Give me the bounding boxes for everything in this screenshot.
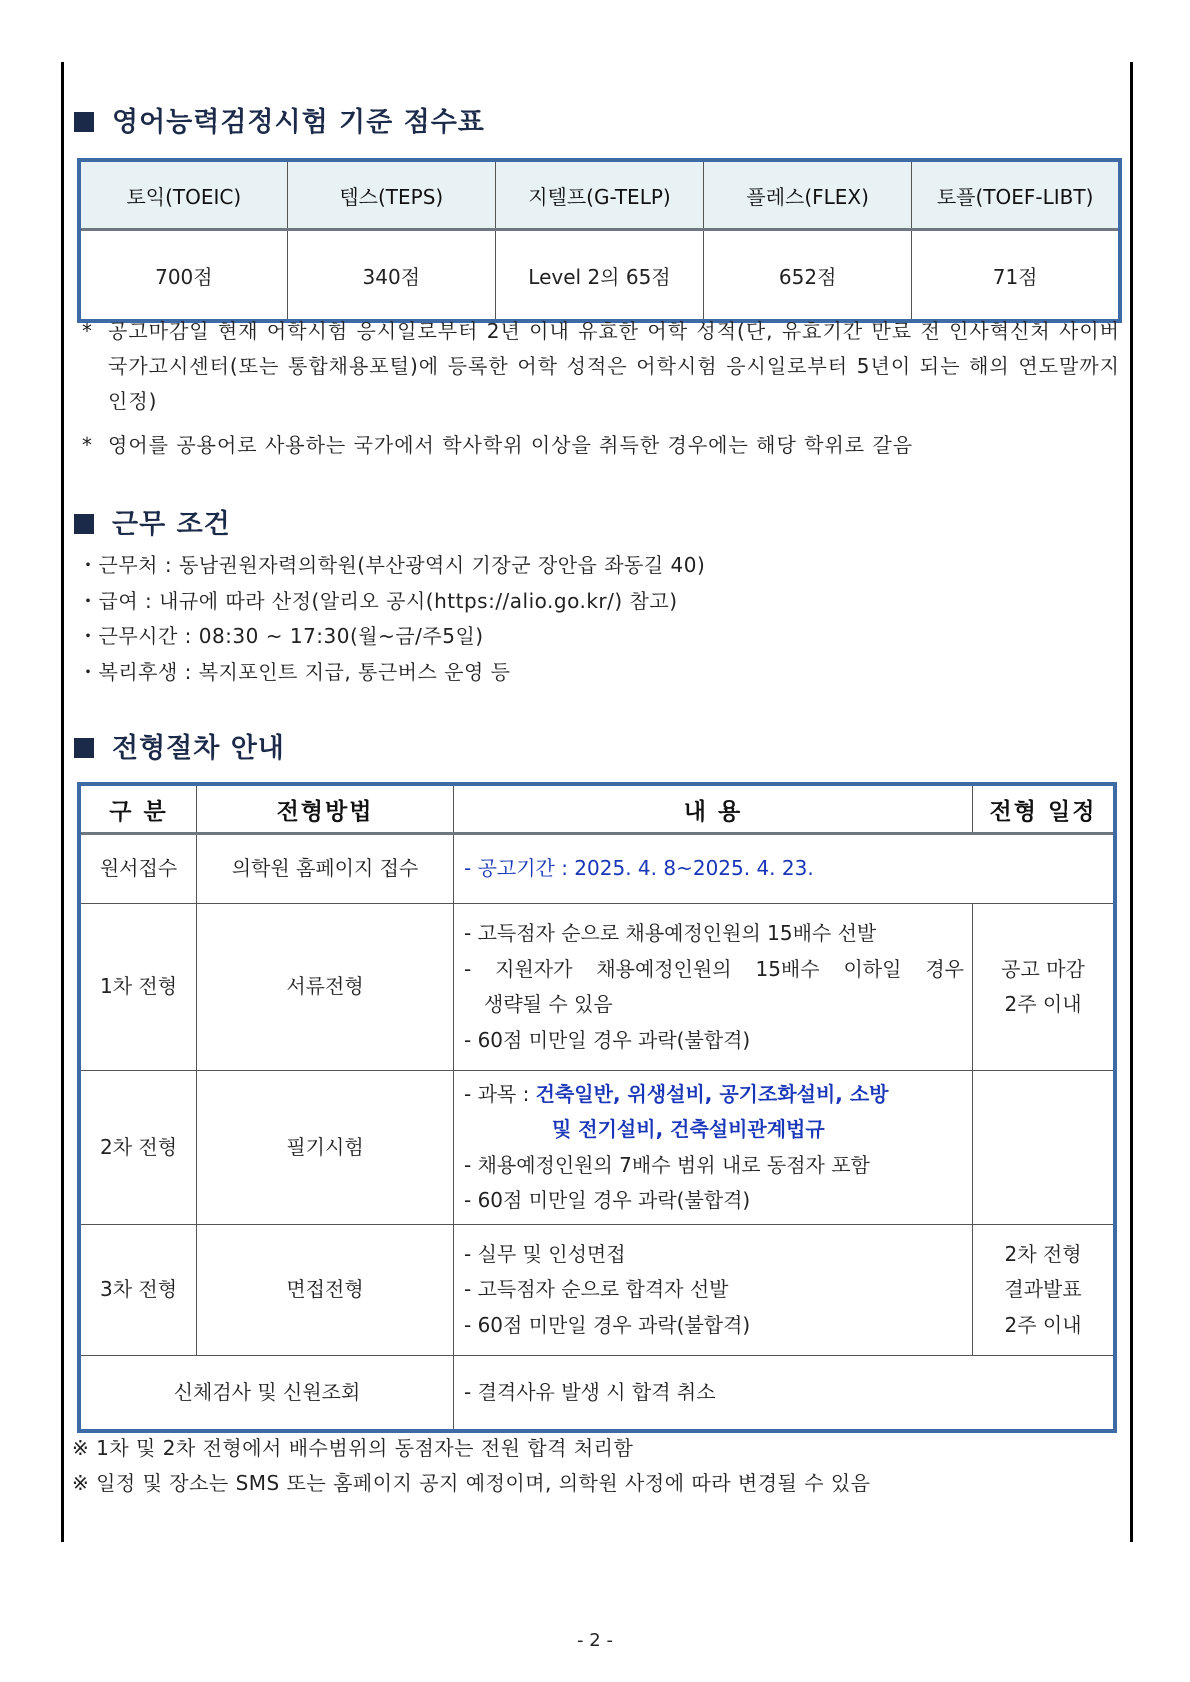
stage-cell: 원서접수 (79, 834, 197, 904)
stage-cell: 1차 전형 (79, 904, 197, 1071)
stage-cell: 2차 전형 (79, 1071, 197, 1225)
header-toefl: 토플(TOEF-LIBT) (912, 160, 1120, 230)
section-title: 근무 조건 (112, 509, 231, 540)
process-row-first-round (79, 904, 1115, 1071)
stage-cell: 신체검사 및 신원조회 (79, 1356, 454, 1431)
footnote-schedule-notice: ※ 일정 및 장소는 SMS 또는 홈페이지 공지 예정이며, 의학원 사정에 따라 변경될 수 있음 (72, 1471, 871, 1495)
score-teps: 340점 (287, 230, 495, 322)
note-validity-text: 공고마감일 현재 어학시험 응시일로부터 2년 이내 유효한 어학 성적(단, 유효기간 만료 전 인사혁신처 사이버국가고시센터(또는 통합채용포털)에 등록한 어학 성적은 어학시험 응시일로부터 5년이 되는 해의 연도말까지 인정) (108, 319, 1120, 413)
score-gtelp: Level 2의 65점 (495, 230, 703, 322)
page-number: - 2 - (577, 1630, 613, 1651)
work-benefits: ・복리후생 : 복지포인트 지급, 통근버스 운영 등 (78, 659, 511, 684)
content-line: - 60점 미만일 경우 과락(불합격) (464, 1027, 751, 1052)
schedule-cell-empty (973, 1071, 1116, 1225)
subject-list-continued: 및 전기설비, 건축설비관계법규 (552, 1117, 825, 1141)
content-cell (454, 1071, 973, 1225)
header-category: 구 분 (79, 784, 197, 834)
work-conditions-list (78, 548, 705, 690)
process-row-third-round (79, 1225, 1115, 1356)
score-flex: 652점 (704, 230, 912, 322)
content-line: - 고득점자 순으로 합격자 선발 (464, 1277, 729, 1302)
header-gtelp: 지텔프(G-TELP) (495, 160, 703, 230)
stage-cell: 3차 전형 (79, 1225, 197, 1356)
schedule-line: 2주 이내 (1004, 1312, 1082, 1337)
content-line: - 채용예정인원의 7배수 범위 내로 동점자 포함 (464, 1152, 870, 1177)
content-line: - 60점 미만일 경우 과락(불합격) (464, 1312, 751, 1337)
subject-line-continued (464, 1112, 964, 1148)
method-cell: 면접전형 (197, 1225, 454, 1356)
content-cell: - 결격사유 발생 시 합격 취소 (454, 1356, 1116, 1431)
header-method: 전형방법 (197, 784, 454, 834)
content-line: 생략될 수 있음 (484, 992, 613, 1016)
section-title: 영어능력검정시험 기준 점수표 (112, 107, 485, 138)
work-hours: ・근무시간 : 08:30 ~ 17:30(월~금/주5일) (78, 624, 484, 648)
work-location: ・근무처 : 동남권원자력의학원(부산광역시 기장군 장안읍 좌동길 40) (78, 553, 706, 577)
process-header-row (79, 784, 1115, 834)
content-line: - 지원자가 채용예정인원의 15배수 이하일 경우 (464, 956, 964, 981)
method-cell: 의학원 홈페이지 접수 (197, 834, 454, 904)
content-line: - 60점 미만일 경우 과락(불합격) (464, 1188, 751, 1212)
schedule-cell (973, 1225, 1116, 1356)
score-value-row (79, 230, 1120, 322)
square-bullet-icon (74, 514, 94, 534)
header-flex: 플레스(FLEX) (704, 160, 912, 230)
process-row-application (79, 834, 1115, 904)
score-header-row (79, 160, 1120, 230)
subject-list: 건축일반, 위생설비, 공기조화설비, 소방 (535, 1081, 889, 1106)
schedule-line: 공고 마감 (1001, 956, 1085, 981)
section-title: 전형절차 안내 (112, 733, 285, 764)
square-bullet-icon (74, 112, 94, 132)
selection-process-table (77, 782, 1117, 1433)
schedule-line: 2주 이내 (1004, 992, 1082, 1016)
section-heading-english-scores (74, 100, 485, 139)
left-border-line (61, 62, 64, 1542)
note-degree (82, 428, 1132, 463)
schedule-line: 2차 전형 (1004, 1241, 1082, 1266)
application-period: - 공고기간 : 2025. 4. 8~2025. 4. 23. (464, 856, 814, 881)
process-row-second-round (79, 1071, 1115, 1225)
section-heading-selection-process (74, 726, 285, 765)
subject-prefix: - 과목 : (464, 1081, 530, 1106)
work-salary: ・급여 : 내규에 따라 산정(알리오 공시(https://alio.go.kr/) 참고) (78, 588, 678, 613)
content-cell (454, 834, 1116, 904)
note-validity (82, 314, 1132, 419)
score-toeic: 700점 (79, 230, 287, 322)
schedule-line: 결과발표 (1004, 1277, 1082, 1302)
header-teps: 텝스(TEPS) (287, 160, 495, 230)
right-border-line (1130, 62, 1133, 1542)
square-bullet-icon (74, 738, 94, 758)
note-degree-text: 영어를 공용어로 사용하는 국가에서 학사학위 이상을 취득한 경우에는 해당 학위로 갈음 (108, 433, 914, 457)
subject-line (464, 1077, 964, 1113)
content-cell (454, 1225, 973, 1356)
method-cell: 필기시험 (197, 1071, 454, 1225)
section-heading-work-conditions (74, 502, 231, 541)
header-toeic: 토익(TOEIC) (79, 160, 287, 230)
english-score-table (77, 158, 1122, 323)
process-row-health-check (79, 1356, 1115, 1431)
asterisk-mark: * (82, 433, 93, 457)
schedule-cell (973, 904, 1116, 1071)
content-line: - 실무 및 인성면접 (464, 1241, 626, 1266)
footnote-tie-rule: ※ 1차 및 2차 전형에서 배수범위의 동점자는 전원 합격 처리함 (72, 1436, 634, 1460)
score-toefl: 71점 (992, 264, 1038, 289)
method-cell: 서류전형 (197, 904, 454, 1071)
asterisk-mark: * (82, 319, 93, 343)
header-schedule: 전형 일정 (973, 784, 1116, 834)
content-line: - 고득점자 순으로 채용예정인원의 15배수 선발 (464, 921, 877, 945)
header-content: 내 용 (454, 784, 973, 834)
content-cell (454, 904, 973, 1071)
